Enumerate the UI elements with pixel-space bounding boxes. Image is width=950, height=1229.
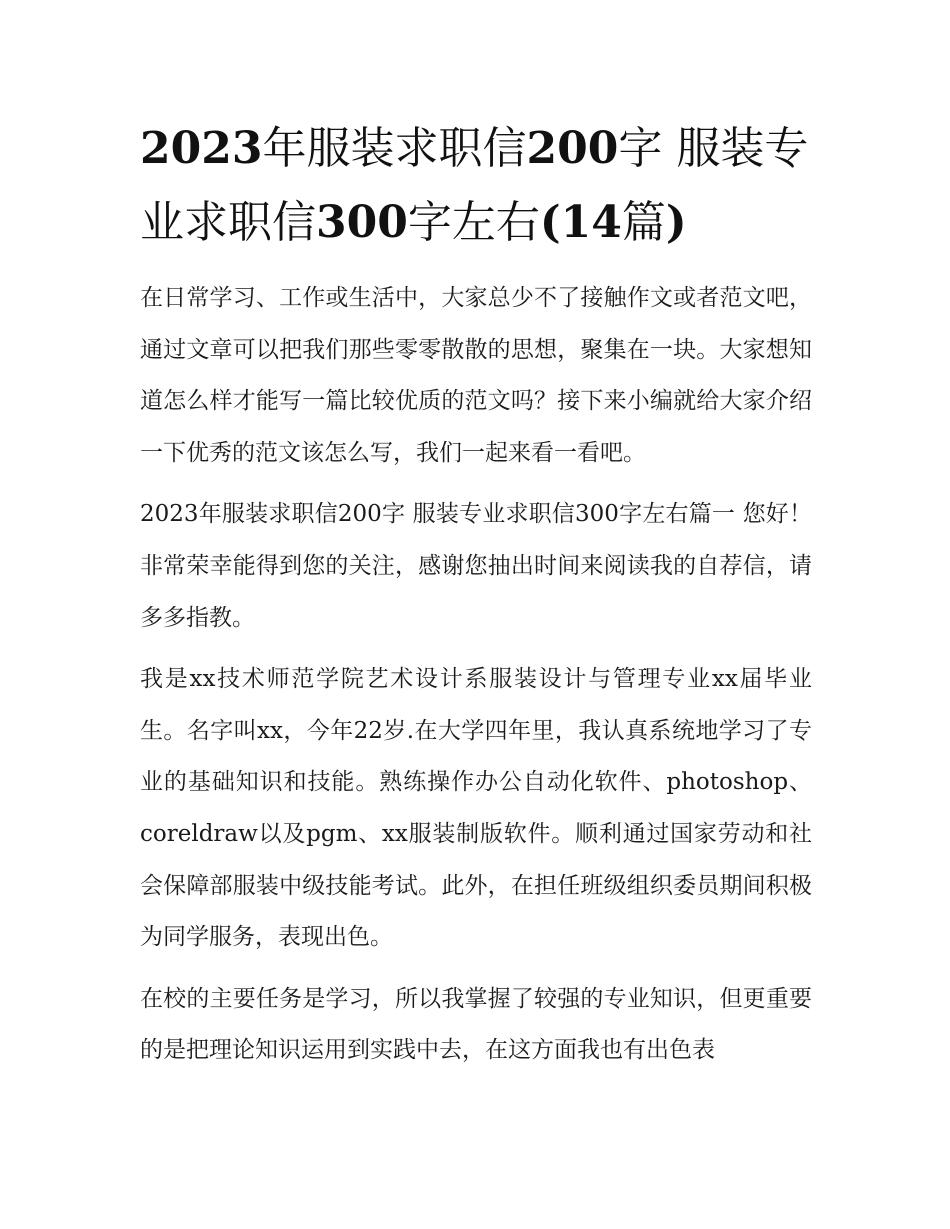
title-part: 200: [526, 123, 619, 174]
title-part: 300: [316, 197, 408, 248]
title-part: 字左右: [407, 197, 540, 248]
background-paragraph: 我是xx技术师范学院艺术设计系服装设计与管理专业xx届毕业生。名字叫xx，今年22岁.在大学四年里，我认真系统地学习了专业的基础知识和技能。熟练操作办公自动化软件、photoshop、coreldraw以及pgm、xx服装制版软件。顺利通过国家劳动和社会保障部服装中级技能考试。此外，在担任班级组织委员期间积极为同学服务，表现出色。: [140, 666, 812, 951]
title-part: ): [665, 197, 687, 248]
document-page: [140, 112, 812, 1077]
document-title: [140, 112, 812, 260]
title-part: 2023: [140, 123, 263, 174]
letter-opening-paragraph: 2023年服装求职信200字 服装专业求职信300字左右篇一 您好！ 非常荣幸能得到您的关注，感谢您抽出时间来阅读我的自荐信，请多多指教。: [140, 501, 812, 631]
title-part: 篇: [621, 197, 666, 248]
practice-paragraph: 在校的主要任务是学习，所以我掌握了较强的专业知识，但更重要的是把理论知识运用到实践中去，在这方面我也有出色表: [140, 985, 812, 1064]
intro-paragraph: 在日常学习、工作或生活中，大家总少不了接触作文或者范文吧，通过文章可以把我们那些零零散散的思想，聚集在一块。大家想知道怎么样才能写一篇比较优质的范文吗？接下来小编就给大家介绍一下优秀的范文该怎么写，我们一起来看一看吧。: [140, 285, 812, 466]
title-part: 年服装求职信: [262, 123, 527, 174]
title-part: 字 服装专业求职信: [140, 123, 809, 248]
title-part: (14: [539, 197, 622, 248]
